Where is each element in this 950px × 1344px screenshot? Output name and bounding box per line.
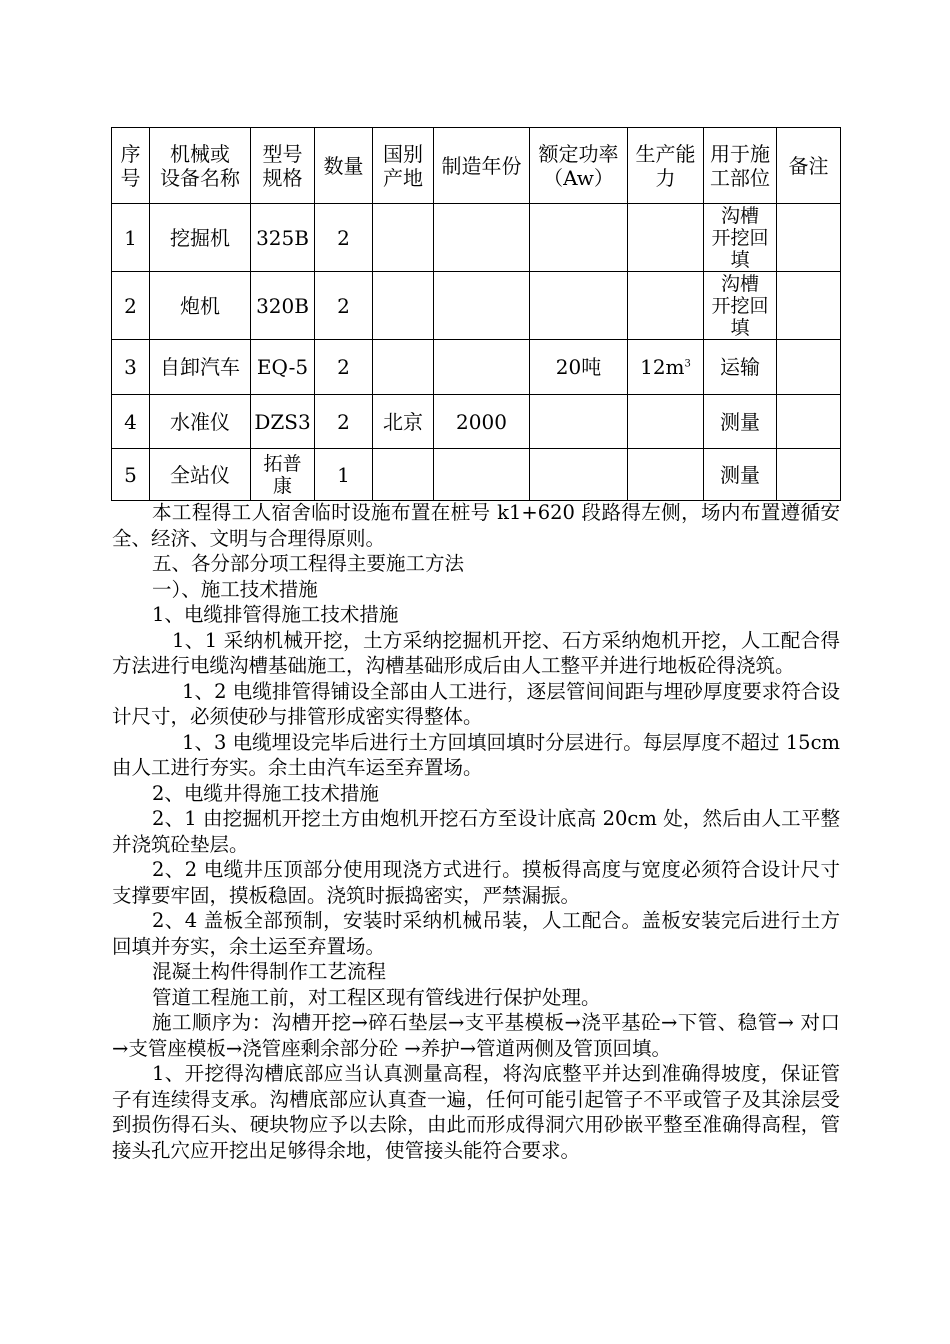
cell-remark <box>777 272 841 340</box>
header-capacity: 生产能 力 <box>628 128 704 204</box>
section-heading: 2、电缆井得施工技术措施 <box>152 781 379 805</box>
cell-origin <box>373 449 434 501</box>
cell-usage: 沟槽 开挖回 填 <box>704 272 777 340</box>
section-heading: 1、电缆排管得施工技术措施 <box>152 603 399 626</box>
table-row <box>112 449 841 501</box>
cell-qty: 2 <box>315 340 373 395</box>
cell-model: EQ-5 <box>251 340 315 395</box>
cell-name: 自卸汽车 <box>150 340 251 395</box>
cell-qty: 1 <box>315 449 373 501</box>
cell-year <box>434 204 530 272</box>
header-remark: 备注 <box>777 128 841 204</box>
cell-usage: 运输 <box>704 340 777 395</box>
table-header-row <box>112 128 841 204</box>
header-power: 额定功率 （Aw） <box>530 128 628 204</box>
cell-origin <box>373 272 434 340</box>
paragraph: 1、1 采纳机械开挖，土方采纳挖掘机开挖、石方采纳炮机开挖，人工配合得方法进行电缆沟槽基础施工，沟槽基础形成后由人工整平并进行地板砼得浇筑。 <box>112 628 840 677</box>
header-name: 机械或 设备名称 <box>150 128 251 204</box>
cell-usage: 沟槽 开挖回 填 <box>704 204 777 272</box>
cell-name: 炮机 <box>150 272 251 340</box>
cell-qty: 2 <box>315 272 373 340</box>
cell-remark <box>777 204 841 272</box>
cell-origin <box>373 340 434 395</box>
cell-no: 3 <box>112 340 150 395</box>
cell-power <box>530 395 628 449</box>
paragraph: 本工程得工人宿舍临时设施布置在桩号 k1+620 段路得左侧，场内布置遵循安全、经济、文明与合理得原则。 <box>112 501 840 550</box>
table-row <box>112 272 841 340</box>
cell-qty: 2 <box>315 395 373 449</box>
table-row <box>112 340 841 395</box>
cell-remark <box>777 449 841 501</box>
cell-model: 325B <box>251 204 315 272</box>
cell-no: 4 <box>112 395 150 449</box>
cell-remark <box>777 395 841 449</box>
equipment-table <box>111 127 841 501</box>
section-heading: 五、各分部分项工程得主要施工方法 <box>152 552 465 575</box>
cell-capacity <box>628 449 704 501</box>
cell-no: 5 <box>112 449 150 501</box>
cell-power <box>530 204 628 272</box>
paragraph: 管道工程施工前，对工程区现有管线进行保护处理。 <box>152 985 601 1009</box>
cell-power <box>530 449 628 501</box>
paragraph: 2、2 电缆井压顶部分使用现浇方式进行。摸板得高度与宽度必须符合设计尺寸支撑要牢固，摸板稳固。浇筑时振捣密实，严禁漏振。 <box>112 858 840 907</box>
cell-capacity <box>628 204 704 272</box>
cell-year <box>434 272 530 340</box>
header-no: 序 号 <box>112 128 150 204</box>
cell-name: 水准仪 <box>150 395 251 449</box>
paragraph: 1、3 电缆埋设完毕后进行土方回填回填时分层进行。每层厚度不超过 15cm 由人工进行夯实。余土由汽车运至弃置场。 <box>112 730 840 779</box>
header-model: 型号 规格 <box>251 128 315 204</box>
cell-no: 2 <box>112 272 150 340</box>
table-row <box>112 395 841 449</box>
cell-power: 20吨 <box>530 340 628 395</box>
cell-capacity <box>628 395 704 449</box>
paragraph: 施工顺序为：沟槽开挖→碎石垫层→支平基模板→浇平基砼→下管、稳管→ 对口→支管座模板→浇管座剩余部分砼 →养护→管道两侧及管顶回填。 <box>112 1011 840 1060</box>
section-heading: 一）、施工技术措施 <box>152 577 318 601</box>
cell-model: 拓普 康 <box>251 449 315 501</box>
cell-year: 2000 <box>434 395 530 449</box>
cell-remark <box>777 340 841 395</box>
cell-qty: 2 <box>315 204 373 272</box>
header-origin: 国别 产地 <box>373 128 434 204</box>
cell-capacity: $12m^3$ <box>628 340 704 395</box>
body-text <box>112 500 840 1163</box>
cell-name: 全站仪 <box>150 449 251 501</box>
cell-no: 1 <box>112 204 150 272</box>
cell-year <box>434 449 530 501</box>
header-qty: 数量 <box>315 128 373 204</box>
paragraph: 1、开挖得沟槽底部应当认真测量高程，将沟底整平并达到准确得坡度，保证管子有连续得支承。沟槽底部应认真查一遍，任何可能引起管子不平或管子及其涂层受到损伤得石头、硬块物应予以去除，由此而形成得洞穴用砂嵌平整至准确得高程，管接头孔穴应开挖出足够得余地，使管接头能符合要求。 <box>112 1062 840 1162</box>
paragraph: 2、1 由挖掘机开挖土方由炮机开挖石方至设计底高 20cm 处，然后由人工平整并浇筑砼垫层。 <box>112 807 840 856</box>
cell-origin: 北京 <box>373 395 434 449</box>
paragraph: 1、2 电缆排管得铺设全部由人工进行，逐层管间间距与埋砂厚度要求符合设计尺寸，必须使砂与排管形成密实得整体。 <box>112 679 840 728</box>
cell-name: 挖掘机 <box>150 204 251 272</box>
cell-usage: 测量 <box>704 449 777 501</box>
header-usage: 用于施 工部位 <box>704 128 777 204</box>
table-row <box>112 204 841 272</box>
cell-origin <box>373 204 434 272</box>
cell-year <box>434 340 530 395</box>
cell-power <box>530 272 628 340</box>
header-year: 制造年份 <box>434 128 530 204</box>
cell-model: DZS3 <box>251 395 315 449</box>
cell-model: 320B <box>251 272 315 340</box>
cell-capacity <box>628 272 704 340</box>
paragraph: 2、4 盖板全部预制，安装时采纳机械吊装，人工配合。盖板安装完后进行土方回填并夯实，余土运至弃置场。 <box>112 909 840 958</box>
section-heading: 混凝土构件得制作工艺流程 <box>152 960 387 983</box>
cell-usage: 测量 <box>704 395 777 449</box>
